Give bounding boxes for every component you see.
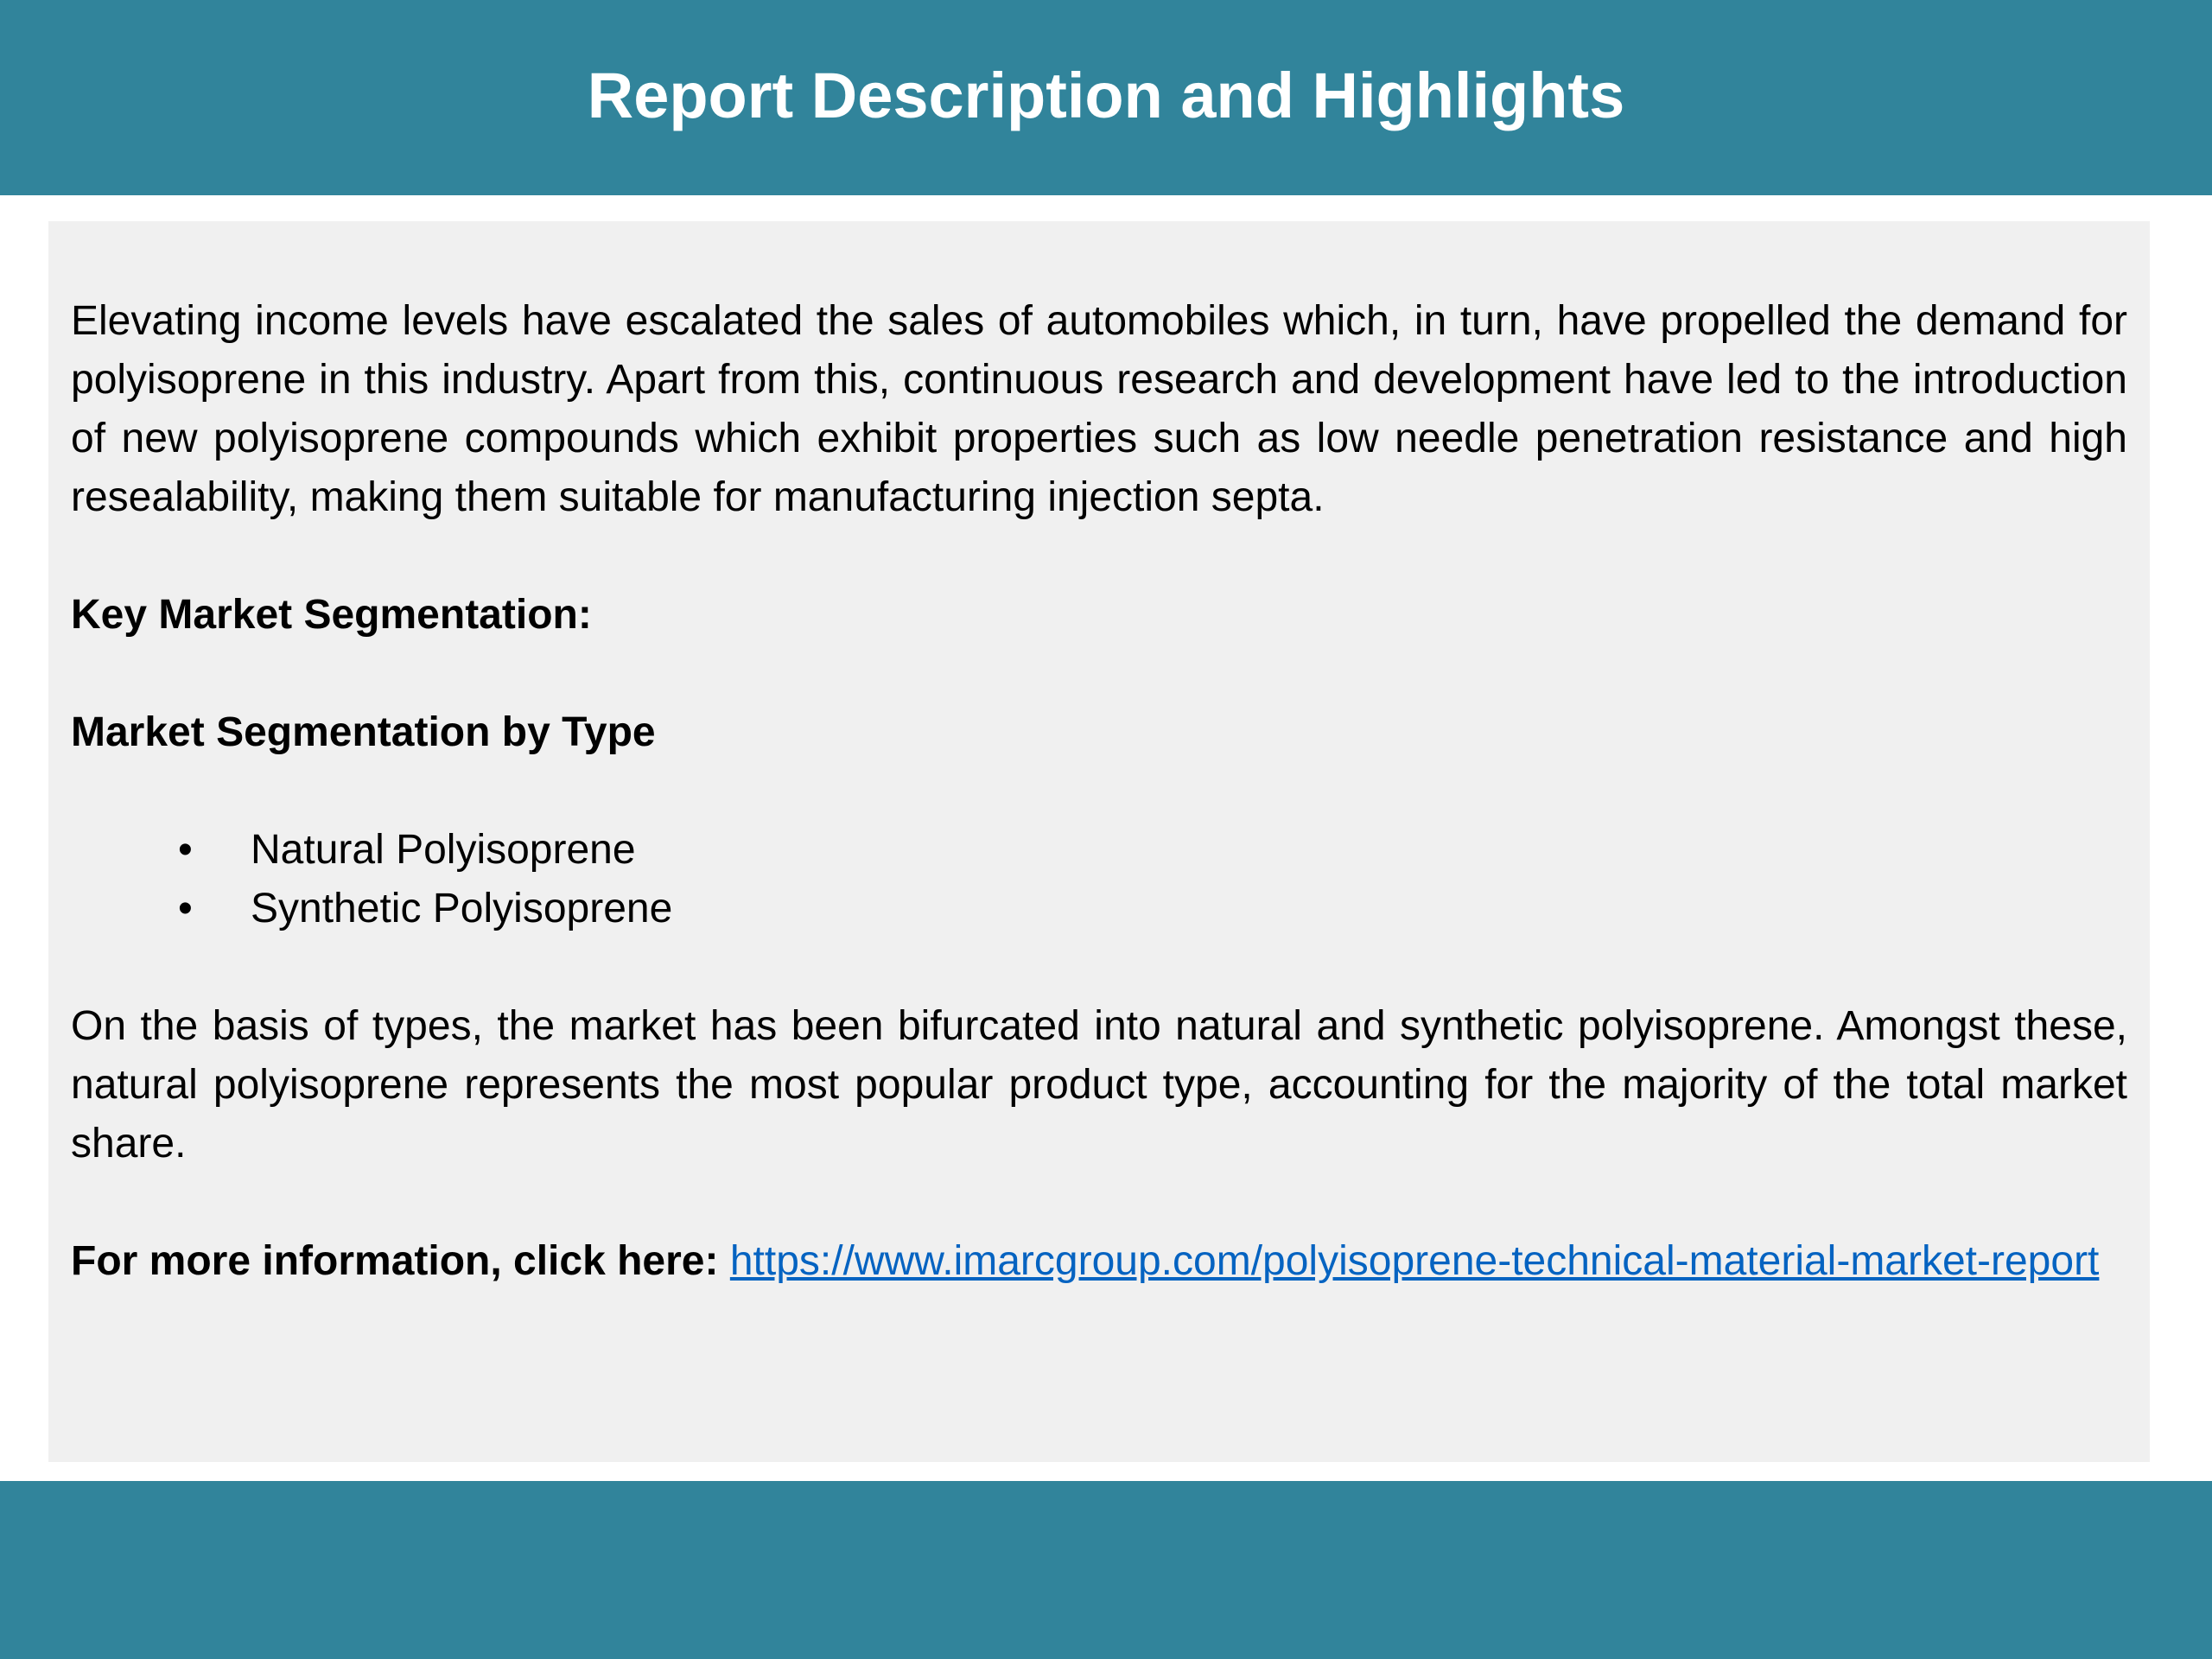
- spacer: [71, 762, 2127, 821]
- spacer: [71, 938, 2127, 997]
- type-list: [71, 821, 2127, 938]
- header-bar: [0, 0, 2212, 195]
- list-item-label: Natural Polyisoprene: [251, 827, 636, 873]
- key-segmentation-heading: Key Market Segmentation:: [71, 592, 592, 638]
- bullet-icon: •: [178, 827, 193, 873]
- type-segmentation-heading: Market Segmentation by Type: [71, 709, 656, 755]
- list-item-label: Synthetic Polyisoprene: [251, 886, 673, 931]
- more-info-label: For more information, click here:: [71, 1238, 719, 1284]
- list-item: [71, 821, 2127, 880]
- page-title: Report Description and Highlights: [587, 60, 1625, 131]
- spacer: [71, 645, 2127, 703]
- list-item: [71, 880, 2127, 938]
- footer-bar: [0, 1481, 2212, 1659]
- spacer: [71, 1173, 2127, 1232]
- content-panel: [48, 221, 2150, 1462]
- types-paragraph: On the basis of types, the market has been bifurcated into natural and synthetic polyisoprene. Amongst these, natural polyisoprene represents the most popular product type, accounting for the majority of the total market share.: [71, 1003, 2127, 1166]
- report-link[interactable]: https://www.imarcgroup.com/polyisoprene-technical-material-market-report: [729, 1238, 2100, 1284]
- intro-paragraph: Elevating income levels have escalated the sales of automobiles which, in turn, have propelled the demand for polyisoprene in this industry. Apart from this, continuous research and development have led to the introduction of new polyisoprene compounds which exhibit properties such as low needle penetration resistance and high resealability, making them suitable for manufacturing injection septa.: [71, 298, 2127, 520]
- report-text: [71, 292, 2127, 1291]
- bullet-icon: •: [178, 886, 193, 931]
- spacer: [71, 527, 2127, 586]
